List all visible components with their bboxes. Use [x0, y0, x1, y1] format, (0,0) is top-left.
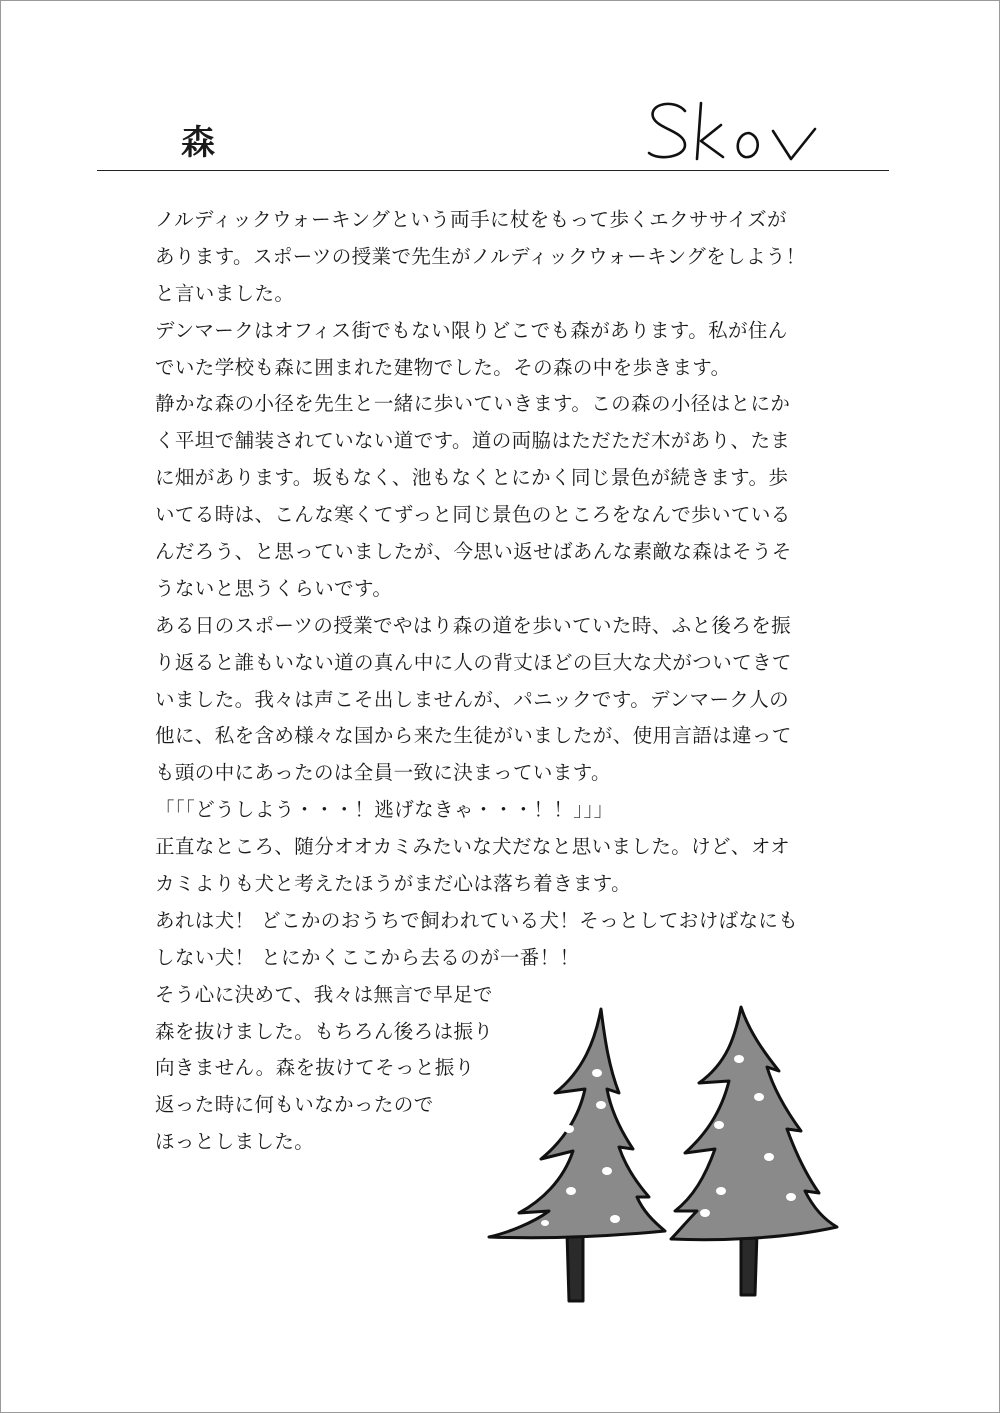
text-line: いました。我々は声こそ出しませんが、パニックです。デンマーク人の — [155, 687, 790, 711]
header-rule — [97, 170, 889, 171]
text-line: しない犬！ とにかくここから去るのが一番！！ — [155, 945, 580, 969]
fir-trees-illustration — [483, 1001, 843, 1311]
text-line: 「「「どうしよう・・・！逃げなきゃ・・・！！」」」 — [155, 798, 614, 822]
text-line: と言いました。 — [155, 281, 295, 305]
text-line: り返ると誰もいない道の真ん中に人の背丈ほどの巨大な犬がついてきて — [155, 650, 792, 674]
text-line: そう心に決めて、我々は無言で早足で — [155, 982, 493, 1006]
tree-trunk-left — [567, 1233, 583, 1301]
tree-right-icon — [671, 1007, 837, 1240]
text-line: 正直なところ、随分オオカミみたいな犬だなと思いました。けど、オオ — [155, 835, 791, 859]
text-line: ほっとしました。 — [155, 1130, 315, 1154]
text-line: でいた学校も森に囲まれた建物でした。その森の中を歩きます。 — [155, 355, 731, 379]
title-skov-handwritten — [645, 95, 845, 171]
text-line: んだろう、と思っていましたが、今思い返せばあんな素敵な森はそうそ — [155, 540, 792, 564]
text-line: ノルディックウォーキングという両手に杖をもって歩くエクササイズが — [155, 208, 787, 231]
text-line: 向きません。森を抜けてそっと振り — [155, 1056, 475, 1080]
text-line: あれは犬！ どこかのおうちで飼われている犬！そっとしておけばなにも — [155, 908, 799, 932]
text-line: あります。スポーツの授業で先生がノルディックウォーキングをしよう！ — [155, 244, 806, 268]
text-line: 静かな森の小径を先生と一緒に歩いていきます。この森の小径はとにか — [155, 392, 791, 416]
text-line: デンマークはオフィス街でもない限りどこでも森があります。私が住ん — [155, 318, 788, 342]
text-line: 森を抜けました。もちろん後ろは振り — [155, 1019, 494, 1043]
text-line: に畑があります。坂もなく、池もなくとにかく同じ景色が続きます。歩 — [155, 466, 789, 490]
text-line: カミよりも犬と考えたほうがまだ心は落ち着きます。 — [155, 872, 632, 896]
text-line: 他に、私を含め様々な国から来た生徒がいましたが、使用言語は違って — [155, 724, 792, 748]
title-japanese: 森 — [181, 123, 216, 163]
tree-trunk-right — [741, 1233, 757, 1295]
tree-left-icon — [489, 1009, 665, 1238]
text-line: 返った時に何もいなかったので — [155, 1093, 434, 1117]
text-line: く平坦で舗装されていない道です。道の両脇はただただ木があり、たま — [155, 429, 791, 453]
text-line: いてる時は、こんな寒くてずっと同じ景色のところをなんで歩いている — [155, 503, 791, 527]
text-line: も頭の中にあったのは全員一致に決まっています。 — [155, 761, 611, 785]
text-line: ある日のスポーツの授業でやはり森の道を歩いていた時、ふと後ろを振 — [155, 613, 792, 637]
text-line: うないと思うくらいです。 — [155, 576, 393, 600]
